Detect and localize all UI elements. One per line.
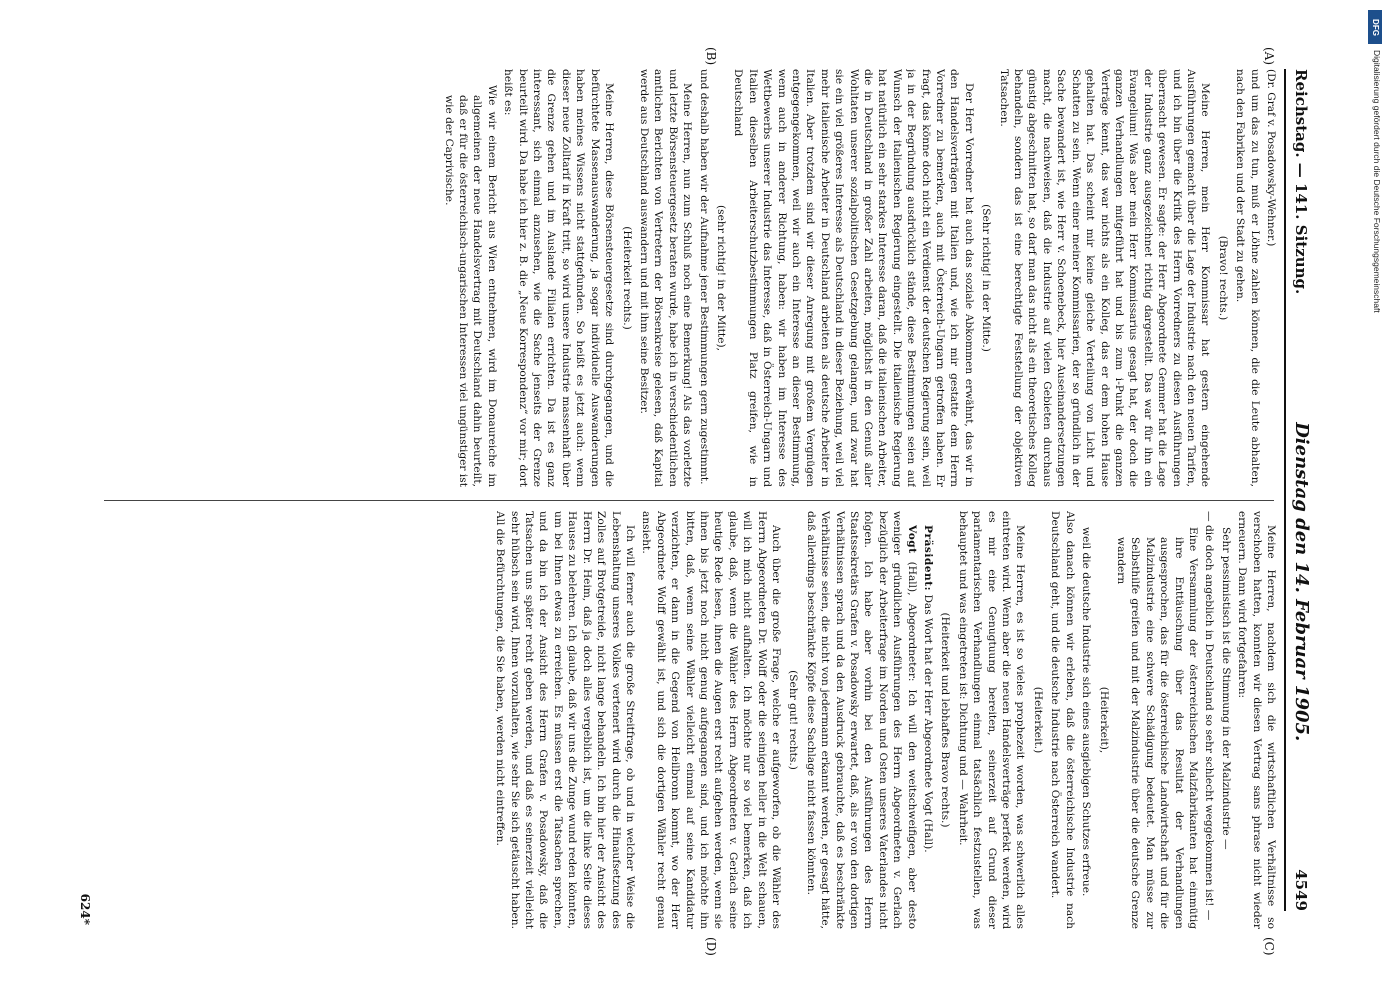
paragraph: Ich will ferner auch die große Streitfrage, ob und in welcher Weise die Lebenshaltung unseres Volkes vertenert wird durch die Hinaufsetzung des Zolles auf Brotgetreide, nicht lange behandeln. Ich bin hier der Ansicht des Herrn Dr. Heim, daß ja doch alles vergeblich ist, um die linke Seite dieses Hauses zu belehren. Ich glaube, daß wir uns die Zunge wund reden könnten, um bei Ihnen etwas zu erreichen. Es müssen erst die Tatsachen sprechen, und da bin ich der Ansicht des Herrn Grafen v. Posadowsky, daß die Tatsachen uns später recht geben werden, und daß es seinerzeit vielleicht sehr hübsch sein wird, Ihnen vorzuhalten, wie sehr Sie sich getäuscht haben. All die Befürchtungen, die Sie haben, werden nicht eintreffen. bbox=[494, 511, 636, 929]
quotation: weil die deutsche Industrie sich eines ausgiebigen Schutzes erfreue. bbox=[1080, 527, 1093, 897]
speech-text: (Hall), Abgeordneter: Ich will den weitschweifigen, aber desto weniger gründlichen Ausführungen des Herrn Abgeordneten v. Gerlach bezüglich der Arbeiterfrage im Norden und Osten unseres Vaterlandes nicht folgen. Ich habe aber vorhin bei den Ausführungen des Herrn Staatssekretärs Grafen v. Posadowsky erwartet, daß, als er von den dortigen Verhältnissen sprach und da den Ausdruck gebrauchte, daß es beschränkte Verhältnisse seien, die nicht von jedermann erkannt werden, er gesagt hätte, daß allerdings beschränkte Köpfe diese Sachlage nicht fassen könnten. bbox=[804, 511, 918, 929]
right-column bbox=[98, 511, 1278, 929]
interjection: (Bravo! rechts.) bbox=[1216, 235, 1229, 321]
paragraph: und deshalb haben wir der Aufnahme jener Bestimmungen gern zugestimmt. bbox=[697, 69, 710, 485]
page-header bbox=[1284, 69, 1312, 911]
rotated-page bbox=[60, 25, 1320, 955]
signature-mark: 624* bbox=[78, 893, 92, 925]
interjection: (sehr richtig! in der Mitte), bbox=[714, 205, 727, 351]
margin-marker-b: (B) bbox=[704, 47, 718, 66]
margin-marker-d: (D) bbox=[704, 937, 718, 956]
header-date: Dienstag den 14. Februar 1905. bbox=[1291, 422, 1312, 742]
paragraph: Meine Herren, diese Börsensteuergesetze sind durchgegangen, und die befürchtete Massenauswanderung, ja sogar individuelle Auswanderungen haben meines Wissens nicht stattgefunden. So heißt es jetzt auch: wenn dieser neue Zolltarif in Kraft tritt, so wird unsere Industrie massenhaft über die Grenze gehen und im Auslande Filialen errichten. Da ist es ganz interessant, sich einmal anzusehen, wie die Sache jenseits der Grenze beurteilt wird. Da habe ich hier z. B. die „Neue Korrespondenz“ vor mir; dort heißt es: bbox=[502, 69, 616, 487]
interjection: (Heiterkeit und lebhaftes Bravo rechts.) bbox=[939, 612, 952, 828]
dfg-credit: Digitalisierung gefördert durch die Deutsche Forschungsgemeinschaft bbox=[1372, 50, 1382, 313]
column-divider bbox=[104, 500, 1274, 501]
paragraph: Meine Herren, es ist so vieles prophezeit worden, was schwerlich alles eintreten wird. Wenn aber die neuen Handelsverträge perfekt werden, wird es mir eine Genugtuung bereiten, seinerzeit auf Grund dieser parlamentarischen Verhandlungen einmal tatsächlich festzustellen, was behauptet und was eingetreten ist: Dichtung und — Wahrheit. bbox=[956, 511, 1027, 929]
paragraph: — die doch angeblich in Deutschland so sehr schlecht weggekommen ist! — bbox=[1203, 511, 1216, 921]
paragraph: und um das zu tun, muß er Löhne zahlen können, die die Leute abhalten, nach den Fabriken und der Stadt zu gehen. bbox=[1234, 69, 1261, 487]
speaker-paragraph bbox=[921, 511, 935, 929]
quotation: Wie wir einem Bericht aus Wien entnehmen, wird im Donaureiche im allgemeinen der neue Handelsvertrag mit Deutschland dahin beurteilt, daß er für die österreichisch-ungarischen Interessen viel ungünstiger ist wie der Caprivische. bbox=[442, 85, 498, 487]
quotation: Eine Versammlung der österreichischen Malzfabrikanten hat einmütig ihre Enttäuschung über das Resultat der Verhandlungen ausgesprochen, das für die österreichische Landwirtschaft und für die Malzindustrie eine schwere Schädigung bedeutet. Man müsse zur Selbsthilfe greifen und mit der Malzindustrie über die deutsche Grenze wandern bbox=[1114, 527, 1199, 929]
interjection: (Heiterkeit), bbox=[1097, 686, 1110, 754]
paragraph: Meine Herren, nun zum Schluß noch eine Bemerkung! Als das vorletzte und letzte Börsensteuergesetz beraten wurde, habe ich in verschiedentlichen amtlichen Berichten von Vertretern der Börsenkreise gelesen, daß Kapital werde aus Deutschland auswandern und mit ihm seine Besitzer. bbox=[637, 69, 694, 487]
interjection: (Heiterkeit.) bbox=[1031, 686, 1044, 754]
margin-marker-a: (A) bbox=[1262, 47, 1276, 66]
speaker-paragraph bbox=[803, 511, 918, 929]
left-column bbox=[98, 69, 1278, 487]
paragraph: Meine Herren, nachdem sich die wirtschaftlichen Verhältnisse so verschoben hatten, konnten wir diesen Vertrag sans phrase nicht wieder erneuern. Dann wird fortgefahren: bbox=[1236, 511, 1277, 929]
margin-marker-c: (C) bbox=[1262, 937, 1276, 956]
quotation: Sehr pessimistisch ist die Stimmung in der Malzindustrie — bbox=[1219, 527, 1232, 850]
paragraph: Auch über die große Frage, welche er aufgeworfen, ob die Wähler des Herrn Abgeordneten Dr. Wolff oder die seinigen heller in die Welt schauen, will ich mich nicht aufhalten. Ich möchte nur so viel bemerken, daß ich glaube, daß, wenn die Wähler des Herrn Abgeordneten v. Gerlach seine heutige Rede lesen, ihnen die Augen erst recht aufgehen werden, wenn sie ihnen bis jetzt noch nicht genug aufgegangen sind, und ich möchte ihn bitten, daß, wenn seine Wähler vielleicht einmal auf seine Kandidatur verzichten, er dann in die Gegend von Heilbronn kommt, wo der Herr Abgeordnete Wolff gewählt ist, und sich die dortigen Wähler recht genau ansieht. bbox=[640, 511, 782, 929]
speaker-name: Vogt bbox=[905, 525, 918, 554]
paragraph: Meine Herren, mein Herr Kommissar hat gestern eingehende Ausführungen gemacht über die Lage der Industrie nach den neuen Tarifen, und ich bin über die Kritik des Herrn Vorredners zu diesen Ausführungen überrascht gewesen. Er sagte: der Herr Abgeordnete Gemmer hat die Lage der Industrie ganz ausgezeichnet richtig dargestellt. Das war für ihn ein Evangelium! Was aber mein Herr Kommissarius gesagt hat, der doch die ganzen Verhandlungen mitgeführt hat und bis zum i-Punkt die ganzen Verträge kennt, das war nichts als ein Kolleg, das er dem hohen Hause gehalten hat. Das scheint mir keine gleiche Verteilung von Licht und Schatten zu sein. Wenn einer meiner Kommissarien, der so gründlich in der Sache bewandert ist, wie Herr v. Schoenebeck, hier Auseinandersetzungen macht, die nachweisen, daß die Industrie auf vielen Gebieten durchaus günstig abgeschnitten hat, so darf man das nicht als ein theoretisches Kolleg behandeln, sondern das ist eine berechtigte Feststellung der objektiven Tatsachen. bbox=[997, 69, 1212, 487]
speaker-name: Präsident: bbox=[922, 525, 935, 592]
page-body bbox=[98, 47, 1278, 956]
interjection: (Sehr gut! rechts.) bbox=[787, 670, 800, 770]
page-number: 4549 bbox=[1292, 869, 1310, 911]
speech-text: Das Wort hat der Herr Abgeordnete Vogt (Hall). bbox=[922, 594, 935, 853]
header-left: Reichstag. — 141. Sitzung. bbox=[1292, 69, 1310, 295]
paragraph: Also danach können wir erleben, daß die österreichische Industrie nach Deutschland geht, und die deutsche Industrie nach Österreich wandert. bbox=[1049, 511, 1076, 929]
dfg-logo-text: DFG bbox=[1370, 18, 1380, 36]
interjection: (Sehr richtig! in der Mitte.) bbox=[980, 204, 993, 352]
dfg-logo bbox=[1368, 10, 1382, 44]
interjection: (Heiterkeit rechts.) bbox=[620, 226, 633, 330]
paragraph: (Dr. Graf v. Posadowsky-Wehner.) bbox=[1265, 69, 1277, 247]
paragraph: Der Herr Vorredner hat auch das soziale Abkommen erwähnt, das wir in den Handelsverträgen mit Italien und, wie ich mir gestatte dem Herrn Vorredner zu bemerken, auch mit Österreich-Ungarn getroffen haben. Er fragt, das könne doch nicht ein Verdienst der deutschen Regierung sein, weil ja in der Begründung ausdrücklich stände, diese Bestimmungen seien auf Wunsch der italienischen Regierung eingestellt. Die italienische Regierung hat natürlich ein sehr starkes Interesse daran, daß die italienischen Arbeiter, die in Deutschland in großer Zahl arbeiten, möglichst in den Genuß aller Wohltaten unserer sozialpolitischen Gesetzgebung gelangen, und zwar hat sie ein viel größeres Interesse als Deutschland in dieser Beziehung, weil viel mehr italienische Arbeiter in Deutschland arbeiten als deutsche Arbeiter in Italien. Aber trotzdem sind wir dieser Anregung mit großem Vergnügen entgegengekommen, weil wir auch ein Interesse an dieser Bestimmung, wenn auch in anderer Richtung, haben: wir haben im Interesse des Wettbewerbs unserer Industrie das Interesse, daß in Österreich-Ungarn und Italien dieselben Arbeiterschutzbestimmungen Platz greifen, wie in Deutschland bbox=[732, 69, 975, 487]
